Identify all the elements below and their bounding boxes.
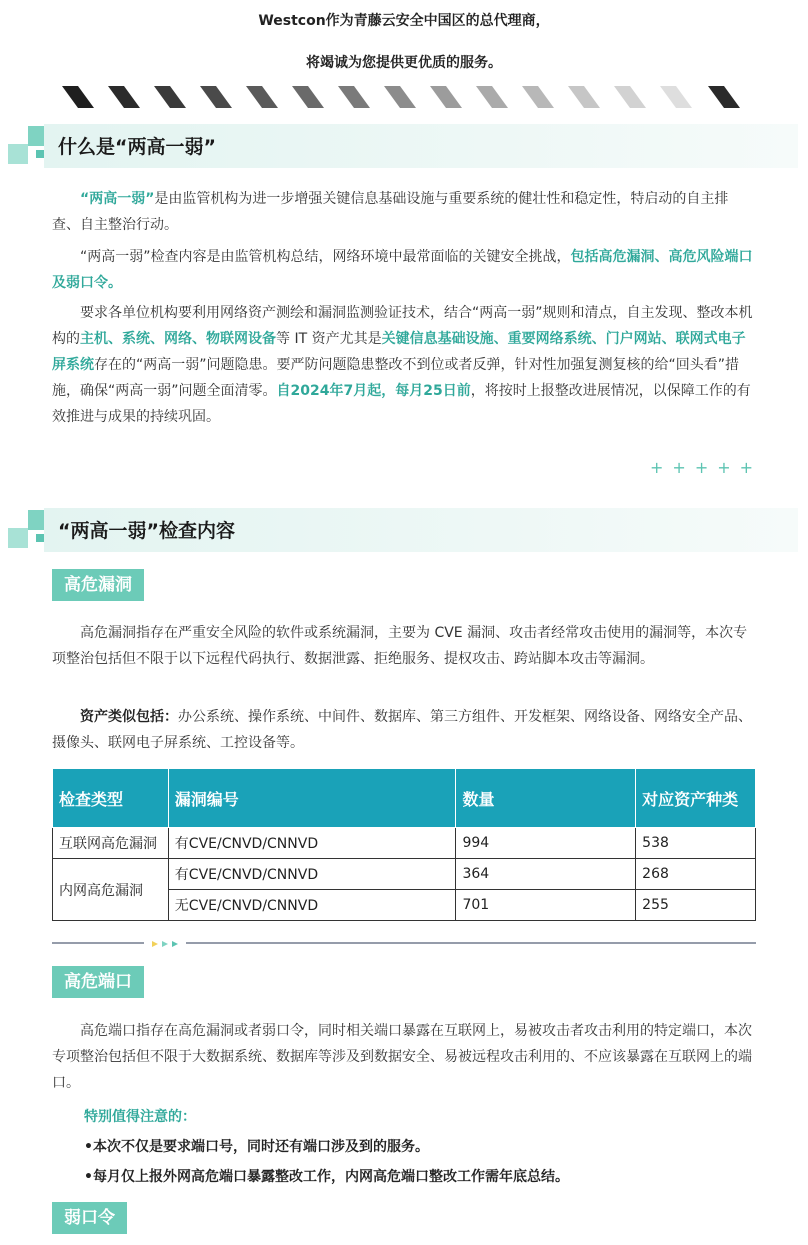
section-header-what-is	[8, 124, 798, 168]
section-title: 什么是“两高一弱”	[58, 136, 216, 158]
paragraph-assets	[52, 704, 756, 756]
label-high-risk-vuln: 高危漏洞	[52, 569, 144, 601]
intro-line-1: Westcon作为青藤云安全中国区的总代理商，	[258, 13, 550, 29]
paragraph-text: 高危端口指存在高危漏洞或者弱口令，同时相关端口暴露在互联网上，易被攻击者攻击利用的特定端口，本次专项整治包括但不限于大数据系统、数据库等涉及到数据安全、易被远程攻击利用的、不应该暴露在互联网上的端口。	[52, 1023, 752, 1091]
section-title: “两高一弱”检查内容	[58, 520, 235, 542]
table-cell: 994	[456, 828, 636, 859]
paragraph-text: 高危漏洞指存在严重安全风险的软件或系统漏洞，主要为 CVE 漏洞、攻击者经常攻击使用的漏洞等，本次专项整治包括但不限于以下远程代码执行、数据泄露、拒绝服务、提权攻击、跨站脚本攻击等漏洞。	[52, 625, 748, 667]
table-row	[53, 859, 756, 890]
highlight-text: 主机、系统、网络、物联网设备	[80, 331, 276, 347]
paragraph-definition	[52, 186, 756, 238]
table-cell: 255	[636, 890, 756, 921]
note-bullet: •每月仅上报外网高危端口暴露整改工作，内网高危端口整改工作需年底总结。	[84, 1169, 569, 1185]
square-decoration	[36, 150, 44, 158]
table-cell: 538	[636, 828, 756, 859]
paragraph-requirements	[52, 300, 756, 430]
paragraph-text: 办公系统、操作系统、中间件、数据库、第三方组件、开发框架、网络设备、网络安全产品、摄像头、联网电子屏系统、工控设备等。	[52, 709, 752, 751]
note-bullet: •本次不仅是要求端口号，同时还有端口涉及到的服务。	[84, 1139, 429, 1155]
plus-decoration: +++++	[650, 458, 763, 477]
label-high-risk-port: 高危端口	[52, 966, 144, 998]
paragraph-text: ，将按时上报整改进展情况，以保障工作的有效推进与成果的持续巩固。	[52, 383, 751, 425]
highlight-text: “两高一弱”	[80, 191, 155, 207]
paragraph-text: 存在的“两高一弱”问题隐患。要严防问题隐患整改不到位或者反弹，针对性加强复测复核的给“回头看”措施，确保“两高一弱”问题全面清零。	[52, 357, 740, 399]
bold-label: 资产类似包括：	[80, 709, 178, 725]
label-weak-password: 弱口令	[52, 1202, 127, 1234]
table-cell: 268	[636, 859, 756, 890]
note-title: 特别值得注意的：	[84, 1109, 196, 1125]
table-cell: 内网高危漏洞	[53, 859, 169, 921]
table-cell: 有CVE/CNVD/CNNVD	[168, 828, 456, 859]
square-decoration	[8, 528, 28, 548]
table-cell: 互联网高危漏洞	[53, 828, 169, 859]
paragraph-vuln	[52, 620, 756, 672]
highlight-text: 自2024年7月起，每月25日前	[276, 383, 471, 399]
table-header: 检查类型	[53, 769, 169, 828]
vuln-table	[52, 768, 756, 921]
table-cell: 无CVE/CNVD/CNNVD	[168, 890, 456, 921]
intro-line-2: 将竭诚为您提供更优质的服务。	[306, 55, 502, 71]
square-decoration	[36, 534, 44, 542]
paragraph-text: 是由监管机构为进一步增强关键信息基础设施与重要系统的健壮性和稳定性，特启动的自主排查、自主整治行动。	[52, 191, 729, 233]
table-cell: 有CVE/CNVD/CNNVD	[168, 859, 456, 890]
table-cell: 701	[456, 890, 636, 921]
table-header: 对应资产种类	[636, 769, 756, 828]
table-cell: 364	[456, 859, 636, 890]
table-header-row	[53, 769, 756, 828]
paragraph-text: “两高一弱”检查内容是由监管机构总结，网络环境中最常面临的关键安全挑战，	[80, 249, 571, 265]
paragraph-text: 要求各单位机构要利用网络资产测绘和漏洞监测验证技术，结合“两高一弱”规则和清点，自主发现、整改本机构的	[52, 305, 753, 347]
square-decoration	[8, 144, 28, 164]
section-header-check-content	[8, 508, 798, 552]
paragraph-content	[52, 244, 756, 296]
separator-line	[52, 941, 756, 947]
highlight-text: 关键信息基础设施、重要网络系统、门户网站、联网式电子屏系统	[52, 331, 746, 373]
table-header: 漏洞编号	[168, 769, 456, 828]
table-row	[53, 828, 756, 859]
stripe-decoration	[62, 86, 742, 108]
paragraph-port	[52, 1018, 756, 1096]
paragraph-text: 等 IT 资产尤其是	[276, 331, 382, 347]
table-header: 数量	[456, 769, 636, 828]
highlight-text: 包括高危漏洞、高危风险端口及弱口令。	[52, 249, 753, 291]
